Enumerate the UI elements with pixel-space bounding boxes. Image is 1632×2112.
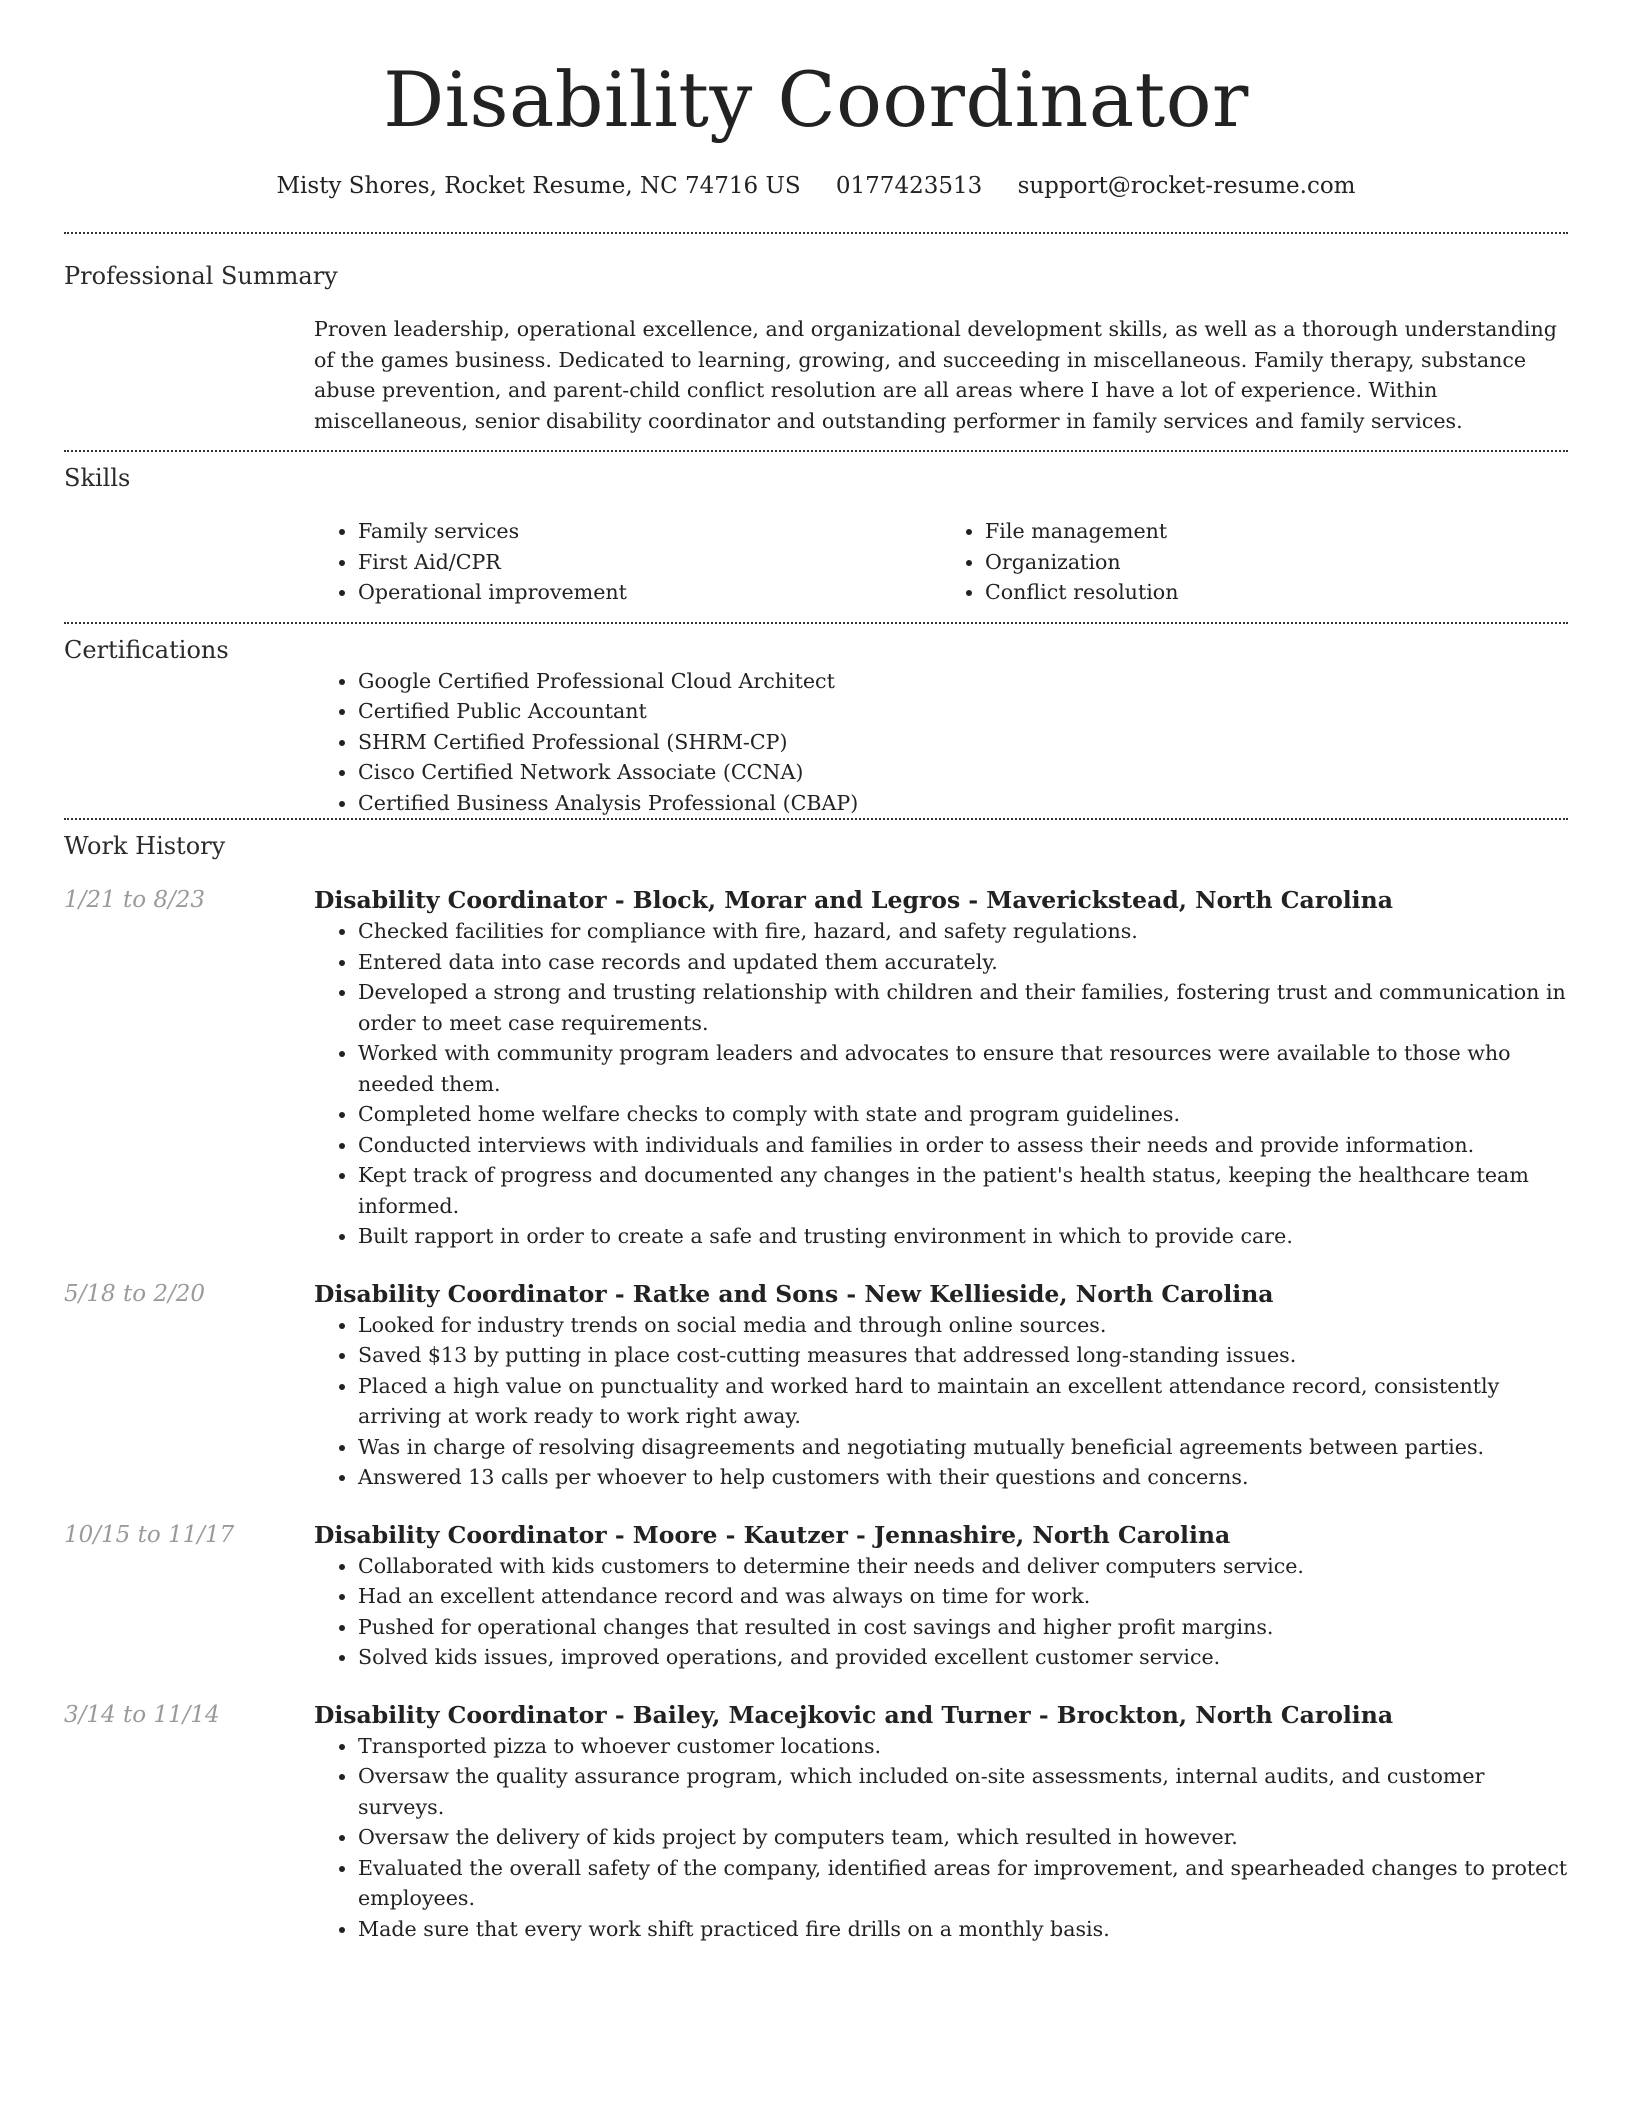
job-details	[314, 1699, 1568, 1945]
skills-grid	[314, 516, 1568, 608]
skills-body	[314, 516, 1568, 608]
summary-text: Proven leadership, operational excellence, and organizational development skills, as well as a thorough understanding of the games business. Dedicated to learning, growing, and succeeding in miscellaneous. Family therapy, substance abuse prevention, and parent-child conflict resolution are all areas where I have a lot of experience. Within miscellaneous, senior disability coordinator and outstanding performer in family services and family services.	[314, 317, 1557, 433]
job-heading: Disability Coordinator - Moore - Kautzer - Jennashire, North Carolina	[314, 1520, 1231, 1549]
job-bullet: • Checked facilities for compliance with fire, hazard, and safety regulations.	[358, 916, 1568, 947]
skill-item: • Conflict resolution	[985, 577, 1568, 608]
job-bullet: • Oversaw the delivery of kids project by computers team, which resulted in however.	[358, 1822, 1568, 1853]
job-bullet: • Oversaw the quality assurance program, which included on-site assessments, internal audits, and customer surveys.	[358, 1761, 1568, 1822]
skill-item: • Operational improvement	[358, 577, 941, 608]
certifications-title: Certifications	[64, 635, 229, 664]
job-bullet: • Solved kids issues, improved operations, and provided excellent customer service.	[358, 1642, 1568, 1673]
job-dates: 1/21 to 8/23	[64, 887, 206, 913]
certification-item: • Cisco Certified Network Associate (CCNA)	[358, 757, 1568, 788]
job-bullet: • Evaluated the overall safety of the company, identified areas for improvement, and spearheaded changes to protect employees.	[358, 1853, 1568, 1914]
candidate-name: Disability Coordinator	[383, 55, 1249, 144]
certification-item: • Google Certified Professional Cloud Architect	[358, 666, 1568, 697]
skill-item: • File management	[985, 516, 1568, 547]
job-bullet: • Developed a strong and trusting relationship with children and their families, fostering trust and communication in order to meet case requirements.	[358, 977, 1568, 1038]
job-bullet-list	[314, 1310, 1568, 1493]
job-bullet: • Had an excellent attendance record and was always on time for work.	[358, 1581, 1568, 1612]
skills-section	[64, 452, 1568, 608]
job-dates: 3/14 to 11/14	[64, 1701, 220, 1728]
work-history-title: Work History	[64, 832, 226, 860]
skill-item: • Organization	[985, 547, 1568, 578]
certification-item: • SHRM Certified Professional (SHRM-CP)	[358, 727, 1568, 758]
job-heading: Disability Coordinator - Block, Morar and Legros - Maverickstead, North Carolina	[314, 886, 1393, 914]
work-history-section	[64, 820, 1568, 1944]
skills-right-list	[941, 516, 1568, 608]
job-details	[314, 1519, 1568, 1673]
job-bullet: • Looked for industry trends on social media and through online sources.	[358, 1310, 1568, 1341]
skill-item: • First Aid/CPR	[358, 547, 941, 578]
certifications-body	[314, 666, 1568, 819]
job-bullet: • Saved $13 by putting in place cost-cutting measures that addressed long-standing issues.	[358, 1340, 1568, 1371]
job-heading: Disability Coordinator - Ratke and Sons - New Kellieside, North Carolina	[314, 1279, 1274, 1308]
job-bullet: • Was in charge of resolving disagreements and negotiating mutually beneficial agreements between parties.	[358, 1432, 1568, 1463]
resume-header	[64, 0, 1568, 202]
contact-email: support@rocket-resume.com	[1017, 173, 1356, 199]
job-heading: Disability Coordinator - Bailey, Macejkovic and Turner - Brockton, North Carolina	[314, 1700, 1394, 1729]
skills-title: Skills	[64, 464, 131, 492]
job-bullet: • Answered 13 calls per whoever to help customers with their questions and concerns.	[358, 1462, 1568, 1493]
skills-left-list	[314, 516, 941, 608]
job-entry	[64, 884, 1568, 1252]
job-bullet: • Made sure that every work shift practiced fire drills on a monthly basis.	[358, 1914, 1568, 1945]
job-bullet: • Transported pizza to whoever customer locations.	[358, 1731, 1568, 1762]
job-bullet: • Entered data into case records and updated them accurately.	[358, 947, 1568, 978]
job-entry	[64, 1278, 1568, 1493]
job-bullet: • Placed a high value on punctuality and worked hard to maintain an excellent attendance record, consistently arriving at work ready to work right away.	[358, 1371, 1568, 1432]
job-entry	[64, 1699, 1568, 1945]
job-dates: 5/18 to 2/20	[64, 1280, 206, 1307]
job-bullet: • Pushed for operational changes that resulted in cost savings and higher profit margins.	[358, 1612, 1568, 1643]
job-bullet: • Collaborated with kids customers to determine their needs and deliver computers service.	[358, 1551, 1568, 1582]
job-details	[314, 884, 1568, 1252]
job-bullet: • Conducted interviews with individuals and families in order to assess their needs and provide information.	[358, 1130, 1568, 1161]
job-bullet-list	[314, 1551, 1568, 1673]
job-bullet: • Built rapport in order to create a safe and trusting environment in which to provide care.	[358, 1221, 1568, 1252]
contact-line	[64, 170, 1568, 202]
certifications-section	[64, 624, 1568, 819]
contact-phone: 0177423513	[835, 173, 983, 199]
skill-item: • Family services	[358, 516, 941, 547]
summary-title: Professional Summary	[64, 262, 338, 290]
certification-item: • Certified Business Analysis Professional (CBAP)	[358, 788, 1568, 819]
job-bullet: • Completed home welfare checks to comply with state and program guidelines.	[358, 1099, 1568, 1130]
summary-section	[64, 234, 1568, 436]
certifications-list	[314, 666, 1568, 819]
job-bullet-list	[314, 916, 1568, 1252]
job-bullet: • Worked with community program leaders and advocates to ensure that resources were available to those who needed them.	[358, 1038, 1568, 1099]
certification-item: • Certified Public Accountant	[358, 696, 1568, 727]
job-dates: 10/15 to 11/17	[64, 1521, 235, 1548]
contact-address: Misty Shores, Rocket Resume, NC 74716 US	[276, 173, 801, 199]
job-entry	[64, 1519, 1568, 1673]
summary-body	[314, 314, 1568, 436]
job-bullet: • Kept track of progress and documented any changes in the patient's health status, keeping the healthcare team informed.	[358, 1160, 1568, 1221]
job-details	[314, 1278, 1568, 1493]
job-bullet-list	[314, 1731, 1568, 1945]
